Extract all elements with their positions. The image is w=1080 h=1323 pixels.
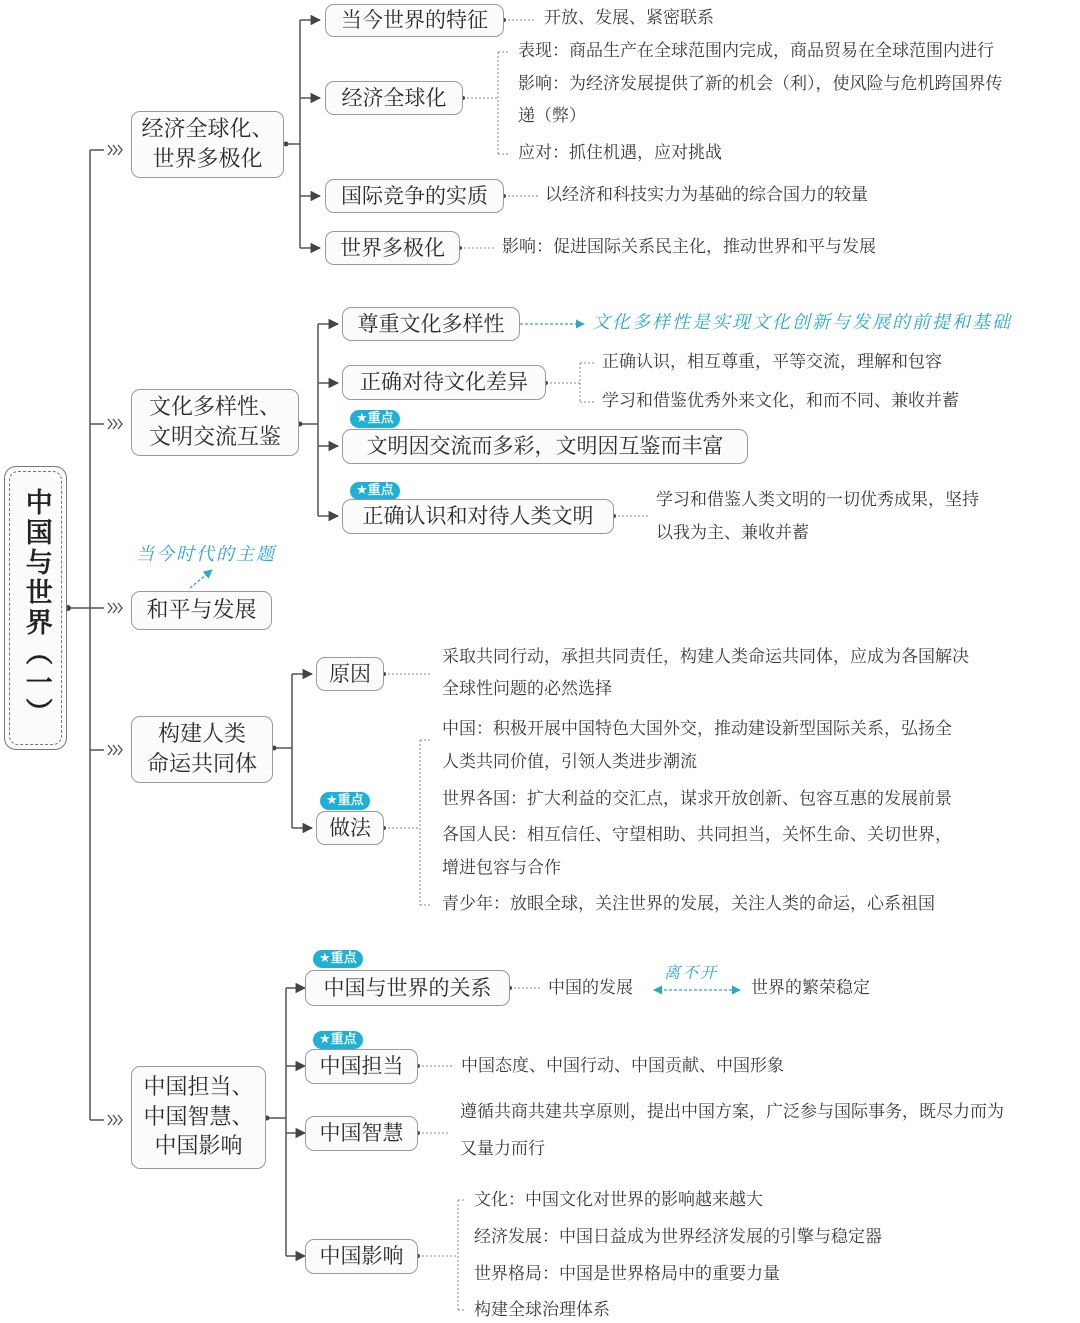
badge-label: 重点 [330, 951, 357, 966]
key-point-badge [320, 792, 370, 810]
branch-title-line: 中国担当、 [143, 1074, 254, 1100]
node-label: 中国智慧 [319, 1121, 404, 1146]
branch-title-line: 文化多样性、 [148, 394, 281, 420]
detail-text: 影响：促进国际关系民主化，推动世界和平与发展 [502, 237, 876, 257]
detail-text: 世界格局：中国是世界格局中的重要力量 [474, 1264, 780, 1284]
key-point-badge [350, 410, 400, 428]
node-label: 国际竞争的实质 [341, 183, 488, 208]
detail-text: 影响：为经济发展提供了新的机会（利），使风险与危机跨国界传 [518, 74, 1003, 94]
detail-text: 青少年：放眼全球，关注世界的发展，关注人类的命运，心系祖国 [442, 894, 935, 914]
detail-text: 经济发展：中国日益成为世界经济发展的引擎与稳定器 [474, 1227, 882, 1247]
detail-text: 中国的发展 [548, 978, 633, 998]
node-world-features [325, 4, 504, 37]
key-point-badge [313, 950, 363, 968]
node-china-responsibility [305, 1049, 418, 1084]
node-china-wisdom [305, 1116, 418, 1151]
detail-text: 学习和借鉴优秀外来文化，和而不同、兼收并蓄 [602, 391, 959, 411]
badge-label: 重点 [330, 1032, 357, 1047]
root-title: 中国与世界（一） [20, 488, 52, 728]
branch-title-line: 中国智慧、 [143, 1104, 254, 1130]
badge-label: 重点 [367, 483, 394, 498]
star-icon: ★ [326, 793, 338, 808]
detail-text: 表现：商品生产在全球范围内完成，商品贸易在全球范围内进行 [518, 41, 994, 61]
detail-text: 以经济和科技实力为基础的综合国力的较量 [545, 185, 868, 205]
detail-text: 增进包容与合作 [442, 858, 561, 878]
detail-text: 开放、发展、紧密联系 [544, 8, 714, 28]
branch-economic-globalization [131, 111, 284, 178]
branch-cultural-diversity [131, 389, 299, 456]
node-approach [316, 811, 384, 845]
node-label: 中国与世界的关系 [323, 975, 492, 1000]
node-economic-globalization [325, 81, 463, 115]
detail-text: 人类共同价值，引领人类进步潮流 [442, 752, 697, 772]
detail-text: 又量力而行 [460, 1139, 545, 1159]
branch-title-line: 经济全球化、 [141, 116, 274, 142]
detail-text: 世界的繁荣稳定 [751, 978, 870, 998]
node-reason [316, 657, 384, 691]
branch-peace-development [131, 591, 272, 630]
node-label: 正确认识和对待人类文明 [362, 504, 594, 529]
detail-text: 正确认识，相互尊重，平等交流，理解和包容 [602, 352, 942, 372]
detail-text: 全球性问题的必然选择 [442, 679, 612, 699]
detail-text: 世界各国：扩大利益的交汇点，谋求开放创新、包容互惠的发展前景 [442, 789, 952, 809]
detail-text: 以我为主、兼收并蓄 [656, 523, 809, 543]
branch-title-line: 中国影响 [154, 1134, 243, 1160]
detail-text: 递（弊） [518, 106, 586, 126]
handwritten-note: 当今时代的主题 [136, 544, 276, 565]
key-point-badge [350, 482, 400, 500]
star-icon: ★ [319, 951, 331, 966]
node-multipolarity [325, 231, 460, 265]
node-label: 文明因交流而多彩，文明因互鉴而丰富 [366, 434, 724, 459]
root-node [4, 466, 67, 750]
detail-text: 学习和借鉴人类文明的一切优秀成果，坚持 [656, 490, 979, 510]
branch-title-line: 命运共同体 [146, 751, 257, 777]
node-label: 做法 [329, 815, 371, 840]
node-china-world-relation [305, 970, 510, 1006]
handwritten-note: 离不开 [664, 963, 719, 982]
node-label: 中国影响 [319, 1244, 404, 1269]
branch-title-line: 文明交流互鉴 [148, 424, 281, 450]
branch-title-line: 世界多极化 [152, 146, 263, 172]
detail-text: 采取共同行动，承担共同责任，构建人类命运共同体，应成为各国解决 [442, 647, 969, 667]
detail-text: 中国：积极开展中国特色大国外交，推动建设新型国际关系，弘扬全 [442, 719, 952, 739]
node-civilization-exchange [342, 429, 748, 464]
star-icon: ★ [356, 411, 368, 426]
node-label: 世界多极化 [340, 235, 445, 260]
branch-title-line: 构建人类 [157, 721, 246, 747]
badge-label: 重点 [367, 411, 394, 426]
detail-text: 构建全球治理体系 [474, 1300, 610, 1320]
node-china-influence [305, 1239, 418, 1274]
node-label: 原因 [329, 661, 371, 686]
key-point-badge [313, 1031, 363, 1049]
node-label: 正确对待文化差异 [360, 370, 528, 395]
node-cultural-differences [342, 365, 546, 400]
node-competition-essence [325, 179, 504, 213]
branch-china-role [131, 1066, 266, 1169]
root-inner-border [9, 471, 62, 745]
branch-shared-future [131, 716, 273, 783]
node-label: 经济全球化 [341, 85, 447, 110]
badge-label: 重点 [337, 793, 364, 808]
detail-text: 文化：中国文化对世界的影响越来越大 [474, 1190, 763, 1210]
detail-text: 应对：抓住机遇，应对挑战 [518, 143, 722, 163]
detail-text: 中国态度、中国行动、中国贡献、中国形象 [461, 1056, 784, 1076]
detail-text: 各国人民：相互信任、守望相助、共同担当，关怀生命、关切世界， [442, 825, 952, 845]
node-label: 当今世界的特征 [341, 8, 488, 33]
node-label: 中国担当 [319, 1054, 404, 1079]
branch-title-line: 和平与发展 [146, 597, 257, 623]
node-label: 尊重文化多样性 [357, 311, 505, 336]
star-icon: ★ [319, 1032, 331, 1047]
node-respect-diversity [342, 307, 520, 341]
handwritten-note: 文化多样性是实现文化创新与发展的前提和基础 [592, 312, 1012, 333]
star-icon: ★ [356, 483, 368, 498]
node-human-civilization [342, 499, 614, 534]
detail-text: 遵循共商共建共享原则，提出中国方案，广泛参与国际事务，既尽力而为 [460, 1102, 1004, 1122]
